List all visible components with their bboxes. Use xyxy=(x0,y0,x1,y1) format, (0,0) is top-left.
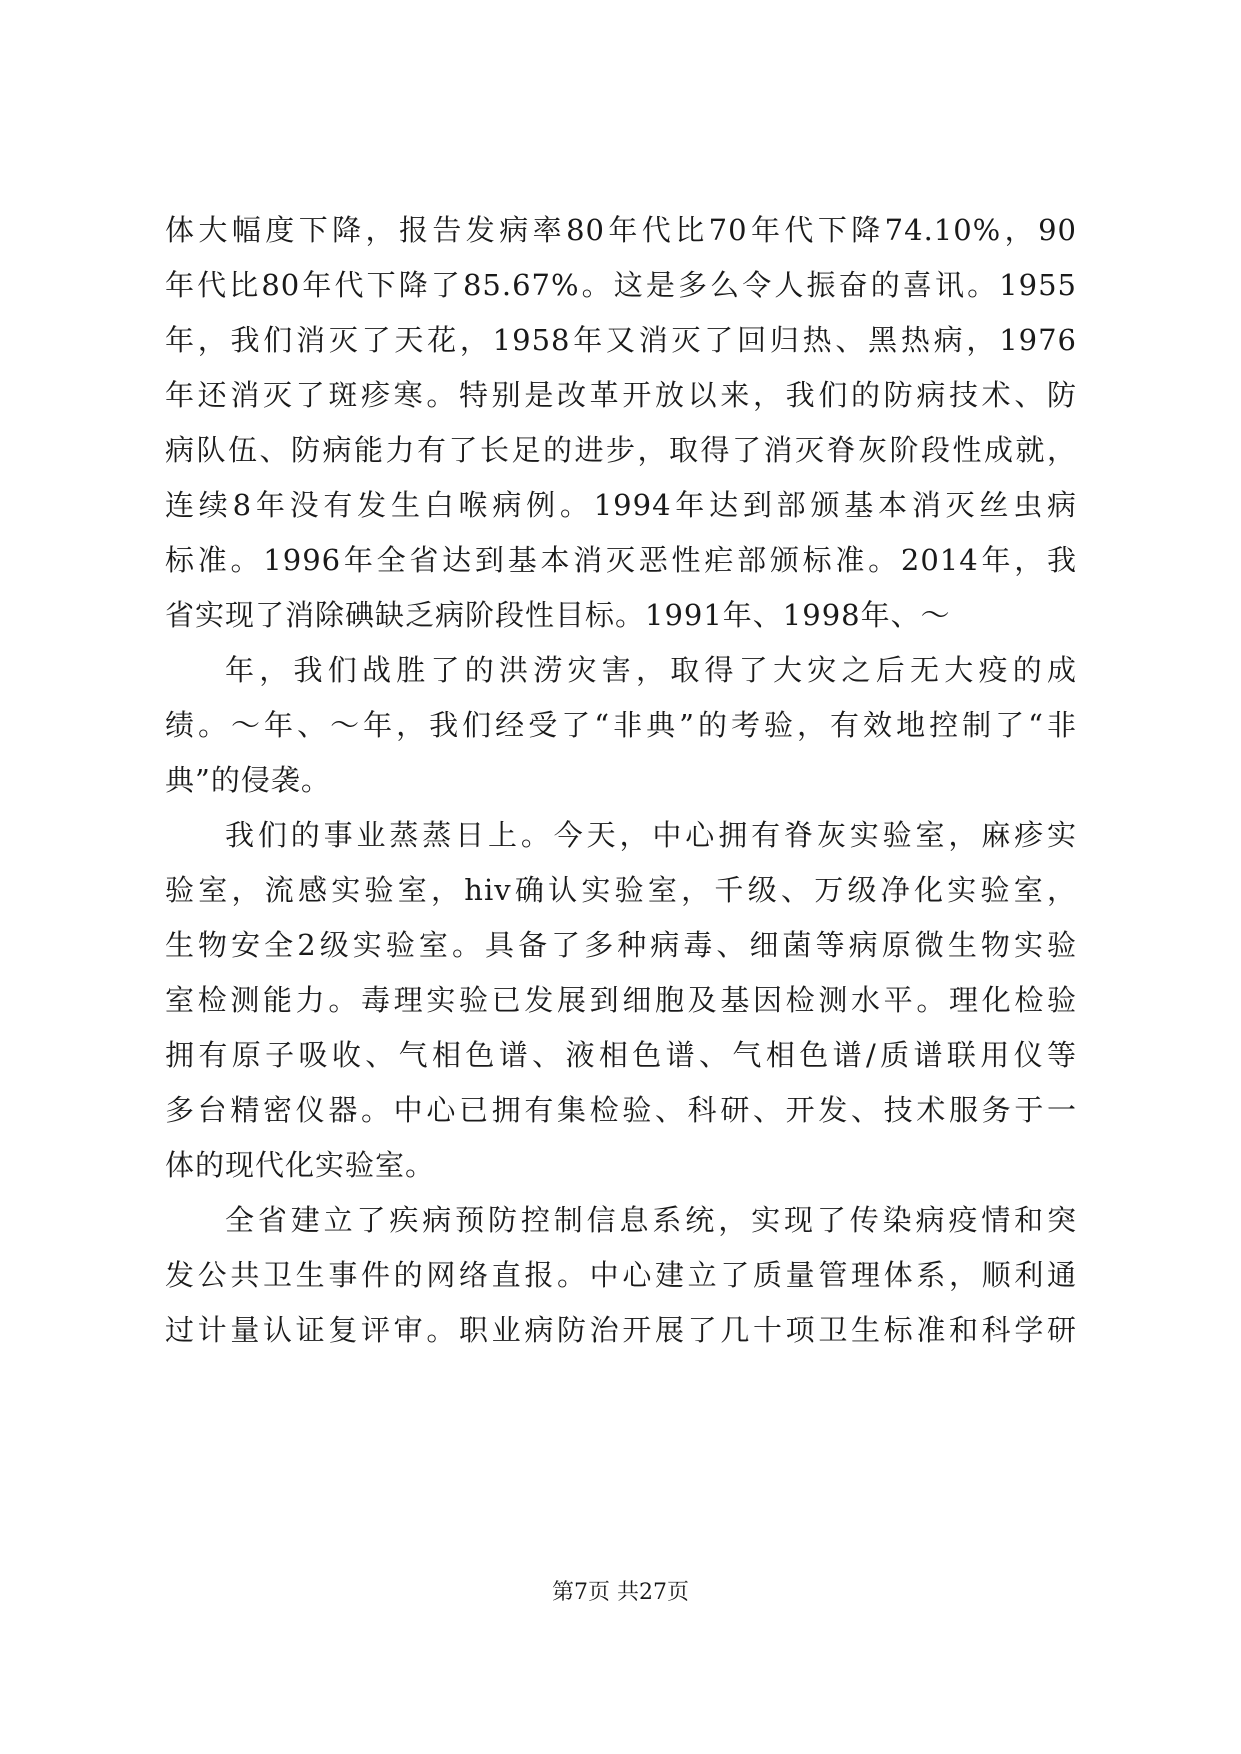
paragraph-3-line-4: 室检测能力。毒理实验已发展到细胞及基因检测水平。理化检验 xyxy=(165,983,1077,1017)
paragraph-1-line-8: 省实现了消除碘缺乏病阶段性目标。1991年、1998年、～ xyxy=(165,598,951,632)
paragraph-3-line-5: 拥有原子吸收、气相色谱、液相色谱、气相色谱/质谱联用仪等 xyxy=(165,1038,1077,1072)
paragraph-1-line-1: 体大幅度下降，报告发病率80年代比70年代下降74.10%，90 xyxy=(165,213,1077,247)
page-number-footer: 第7页 共27页 xyxy=(552,1580,689,1605)
paragraph-4-line-3: 过计量认证复评审。职业病防治开展了几十项卫生标准和科学研 xyxy=(165,1313,1077,1347)
paragraph-1-line-7: 标准。1996年全省达到基本消灭恶性疟部颁标准。2014年，我 xyxy=(165,543,1077,577)
paragraph-3-line-1: 我们的事业蒸蒸日上。今天，中心拥有脊灰实验室，麻疹实 xyxy=(225,818,1077,852)
paragraph-3-line-2: 验室，流感实验室，hiv确认实验室，千级、万级净化实验室， xyxy=(165,873,1077,907)
paragraph-2-line-1: 年，我们战胜了的洪涝灾害，取得了大灾之后无大疫的成 xyxy=(225,653,1077,687)
paragraph-1-line-3: 年，我们消灭了天花，1958年又消灭了回归热、黑热病，1976 xyxy=(165,323,1077,357)
paragraph-2-line-2: 绩。～年、～年，我们经受了“非典”的考验，有效地控制了“非 xyxy=(165,708,1077,742)
paragraph-1-line-6: 连续8年没有发生白喉病例。1994年达到部颁基本消灭丝虫病 xyxy=(165,488,1077,522)
paragraph-2-line-3: 典”的侵袭。 xyxy=(165,763,331,797)
paragraph-1-line-5: 病队伍、防病能力有了长足的进步，取得了消灭脊灰阶段性成就， xyxy=(165,433,1077,467)
paragraph-3-line-7: 体的现代化实验室。 xyxy=(165,1148,436,1182)
paragraph-3-line-3: 生物安全2级实验室。具备了多种病毒、细菌等病原微生物实验 xyxy=(165,928,1077,962)
paragraph-4-line-2: 发公共卫生事件的网络直报。中心建立了质量管理体系，顺利通 xyxy=(165,1258,1077,1292)
paragraph-3-line-6: 多台精密仪器。中心已拥有集检验、科研、开发、技术服务于一 xyxy=(165,1093,1077,1127)
paragraph-1-line-2: 年代比80年代下降了85.67%。这是多么令人振奋的喜讯。1955 xyxy=(165,268,1077,302)
paragraph-1-line-4: 年还消灭了斑疹寒。特别是改革开放以来，我们的防病技术、防 xyxy=(165,378,1077,412)
paragraph-4-line-1: 全省建立了疾病预防控制信息系统，实现了传染病疫情和突 xyxy=(225,1203,1077,1237)
